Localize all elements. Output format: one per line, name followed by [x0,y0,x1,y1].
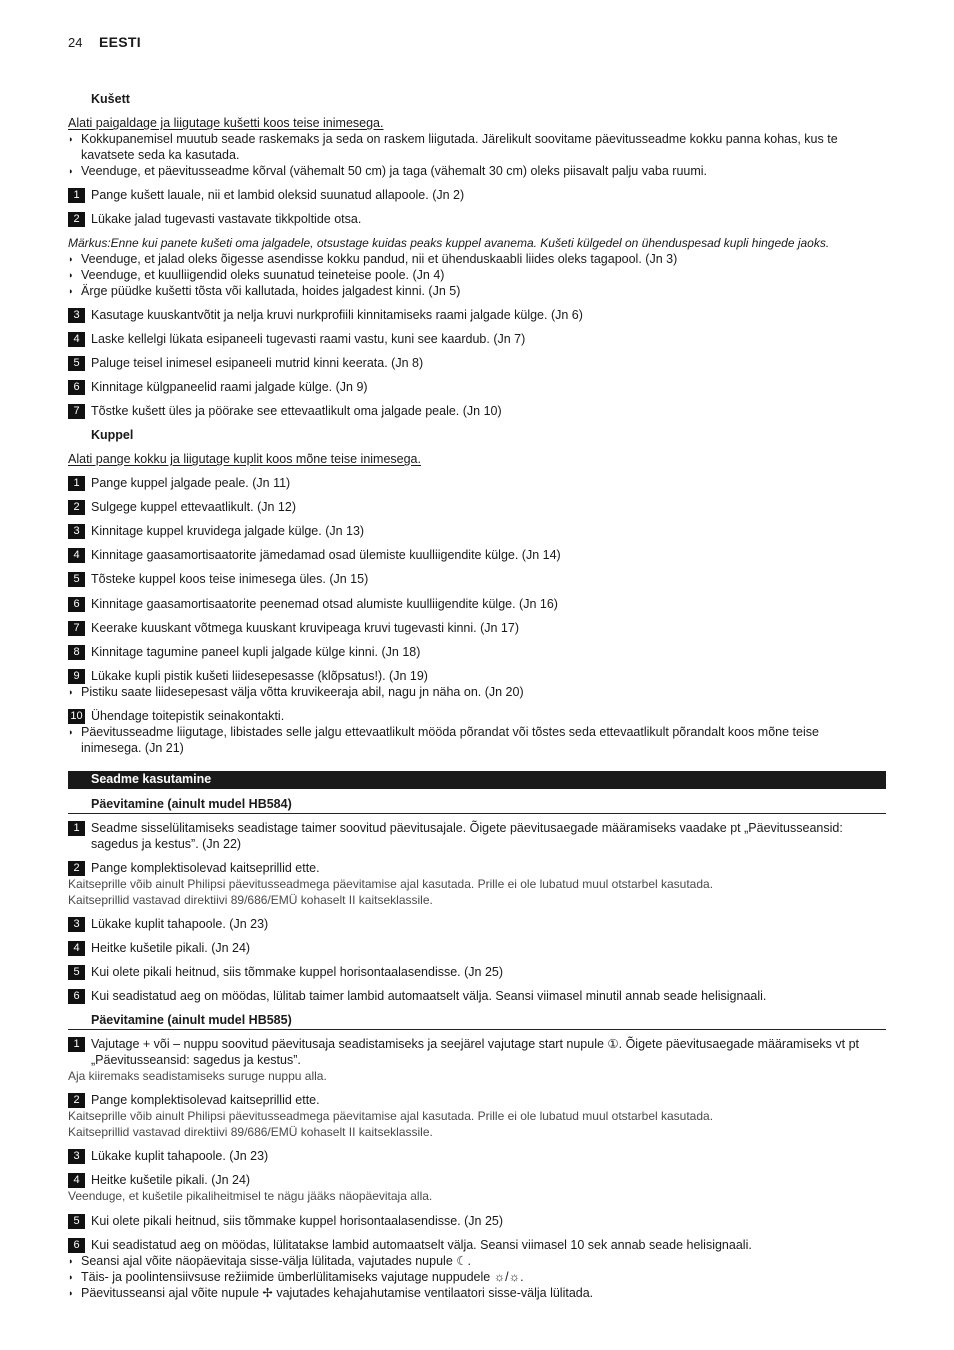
step [68,476,290,491]
note: Kaitseprillid vastavad direktiivi 89/686/EMÜ kohaselt II kaitseklassile. [68,1125,433,1139]
step-text: Lükake kuplit tahapoole. (Jn 23) [91,1149,269,1163]
list-item: ◗ Veenduge, et kuulliigendid oleks suunatud teineteise poole. (Jn 4) [68,268,884,283]
step-number: 7 [68,404,85,419]
step-number: 3 [68,1149,85,1164]
step [68,548,561,563]
list-item: ◗ Päevitusseansi ajal võite nupule ✢ vajutades kehajahutamise ventilaatori sisse-välja lülitada. [68,1286,884,1301]
list-item: ◗ Päevitusseadme liigutage, libistades selle jalgu ettevaatlikult mööda põrandat või tõstes seda ettevaatlikult põrandalt koos mõne teise [68,725,884,740]
step-number: 2 [68,212,85,227]
step [68,332,525,347]
section-bar [68,771,886,789]
step [68,1173,250,1188]
step [68,965,503,980]
step-number: 9 [68,669,85,684]
step-text-continued: sagedus ja kestus”. (Jn 22) [91,837,242,851]
step [68,621,519,636]
list-item-continued: kavatsete seda ka kasutada. [81,148,240,162]
note: Kaitseprille võib ainult Philipsi päevitusseadmega päevitamise ajal kasutada. Prille ei ole lubatud muul otstarbel kasutada. [68,877,714,891]
step [68,1238,752,1253]
step-text-continued: „Päevitusseansid: sagedus ja kestus”. [91,1053,301,1067]
step-number: 5 [68,572,85,587]
step-number: 4 [68,1173,85,1188]
step [68,1149,268,1164]
list-item: ◗ Täis- ja poolintensiivsuse režiimide ümberlülitamiseks vajutage nuppudele ☼/☼. [68,1270,884,1285]
list-item: ◗ Veenduge, et päevitusseadme kõrval (vähemalt 50 cm) ja taga (vähemalt 30 cm) oleks piisavalt palju vaba ruumi. [68,164,884,179]
step [68,709,284,724]
step-text: Heitke kušetile pikali. (Jn 24) [91,941,251,955]
list-item: ◗ Kokkupanemisel muutub seade raskemaks ja seda on raskem liigutada. Järelikult soovitame päevitusseadme kokku panna kohas, kus te [68,132,884,147]
step [68,669,428,684]
step-text: Heitke kušetile pikali. (Jn 24) [91,1173,251,1187]
step-text: Kui olete pikali heitnud, siis tõmmake kuppel horisontaalasendisse. (Jn 25) [91,965,504,979]
kuppel-warning: Alati pange kokku ja liigutage kuplit koos mõne teise inimesega. [68,452,421,466]
step [68,1093,320,1108]
step-number: 2 [68,861,85,876]
step-text: Sulgege kuppel ettevaatlikult. (Jn 12) [91,500,296,514]
step [68,308,583,323]
note: Aja kiiremaks seadistamiseks suruge nuppu alla. [68,1069,327,1083]
step-text: Kui seadistatud aeg on möödas, lülitatakse lambid automaatselt välja. Seansi viimasel 10 sek annab seade helisignaali. [91,1238,752,1252]
step-text: Kinnitage tagumine paneel kupli jalgade külge kinni. (Jn 18) [91,645,421,659]
note: Märkus:Enne kui panete kušeti oma jalgadele, otsustage kuidas peaks kuppel avanema. Kušeti külgedel on ühenduspesad kupli hingede jaoks. [68,236,830,250]
step-text: Kasutage kuuskantvõtit ja nelja kruvi nurkprofiili kinnitamiseks raami jalgade külge. (Jn 6) [91,308,583,322]
list-item-continued: inimesega. (Jn 21) [81,741,184,755]
step-number: 4 [68,548,85,563]
step-text: Seadme sisselülitamiseks seadistage taimer soovitud päevitusajale. Õigete päevitusaegade määramiseks vaadake pt „Päevitusseansid: [91,821,843,835]
step-number: 4 [68,332,85,347]
step-number: 1 [68,1037,85,1052]
step [68,861,320,876]
step-number: 8 [68,645,85,660]
step-text: Kinnitage kuppel kruvidega jalgade külge. (Jn 13) [91,524,365,538]
section-title: Seadme kasutamine [91,772,212,786]
subheading-hb584: Päevitamine (ainult mudel HB584) [91,797,292,811]
step [68,989,766,1004]
step-text: Kinnitage gaasamortisaatorite peenemad otsad alumiste kuulliigendite külge. (Jn 16) [91,597,558,611]
step-number: 1 [68,188,85,203]
step [68,645,420,660]
subheading-kusett: Kušett [91,92,130,106]
step-number: 1 [68,476,85,491]
step [68,821,843,836]
step-number: 2 [68,500,85,515]
step [68,404,502,419]
step [68,597,558,612]
step-number: 10 [68,709,85,724]
step-number: 6 [68,989,85,1004]
step-number: 1 [68,821,85,836]
step-number: 2 [68,1093,85,1108]
step-number: 3 [68,308,85,323]
list-item: ◗ Pistiku saate liidesepesast välja võtta kruvikeeraja abil, nagu jn näha on. (Jn 20) [68,685,884,700]
divider [68,1029,886,1030]
step [68,917,268,932]
kusett-warning: Alati paigaldage ja liigutage kušetti koos teise inimesega. [68,116,384,130]
step-text: Lükake kupli pistik kušeti liidesepesasse (klõpsatus!). (Jn 19) [91,669,428,683]
step-number: 6 [68,1238,85,1253]
step-number: 3 [68,524,85,539]
step-text: Pange komplektisolevad kaitseprillid ette. [91,861,320,875]
step-text: Kinnitage külgpaneelid raami jalgade külge. (Jn 9) [91,380,368,394]
step-text: Paluge teisel inimesel esipaneeli mutrid kinni keerata. (Jn 8) [91,356,424,370]
step-number: 5 [68,1214,85,1229]
step-text: Pange kuppel jalgade peale. (Jn 11) [91,476,291,490]
step-text: Pange komplektisolevad kaitseprillid ette. [91,1093,320,1107]
step-number: 5 [68,965,85,980]
note: Veenduge, et kušetile pikaliheitmisel te nägu jääks näopäevitaja alla. [68,1189,433,1203]
step-number: 4 [68,941,85,956]
step [68,524,364,539]
list-item: ◗ Ärge püüdke kušetti tõsta või kallutada, hoides jalgadest kinni. (Jn 5) [68,284,884,299]
step [68,212,361,227]
step [68,1037,859,1052]
step [68,1214,503,1229]
step-text: Tõsteke kuppel koos teise inimesega üles. (Jn 15) [91,572,369,586]
step [68,500,296,515]
step-number: 5 [68,356,85,371]
step-text: Kui olete pikali heitnud, siis tõmmake kuppel horisontaalasendisse. (Jn 25) [91,1214,504,1228]
note: Kaitseprille võib ainult Philipsi päevitusseadmega päevitamise ajal kasutada. Prille ei ole lubatud muul otstarbel kasutada. [68,1109,714,1123]
step-text: Kinnitage gaasamortisaatorite jämedamad osad ülemiste kuulliigendite külge. (Jn 14) [91,548,561,562]
step-text: Pange kušett lauale, nii et lambid oleksid suunatud allapoole. (Jn 2) [91,188,465,202]
language-heading: EESTI [99,34,141,50]
step-number: 3 [68,917,85,932]
subheading-kuppel: Kuppel [91,428,134,442]
step-text: Lükake kuplit tahapoole. (Jn 23) [91,917,269,931]
step-text: Ühendage toitepistik seinakontakti. [91,709,285,723]
page-number: 24 [68,35,83,50]
step-text: Lükake jalad tugevasti vastavate tikkpoltide otsa. [91,212,362,226]
step-number: 6 [68,597,85,612]
list-item: ◗ Seansi ajal võite näopäevitaja sisse-välja lülitada, vajutades nupule ☾. [68,1254,884,1269]
step-text: Tõstke kušett üles ja pöörake see ettevaatlikult oma jalgade peale. (Jn 10) [91,404,502,418]
step-text: Keerake kuuskant võtmega kuuskant kruvipeaga kruvi tugevasti kinni. (Jn 17) [91,621,520,635]
step-text: Vajutage + või – nuppu soovitud päevitusaja seadistamiseks ja seejärel vajutage start nupule ①. Õigete päevitusaegade määramiseks vt pt [91,1037,860,1051]
step [68,356,423,371]
step [68,572,368,587]
step-number: 6 [68,380,85,395]
step [68,188,464,203]
step-number: 7 [68,621,85,636]
divider [68,813,886,814]
step [68,941,250,956]
list-item: ◗ Veenduge, et jalad oleks õigesse asendisse kokku pandud, nii et ühenduskaabli liides oleks tagapool. (Jn 3) [68,252,884,267]
step-text: Laske kellelgi lükata esipaneeli tugevasti raami vastu, kuni see kaardub. (Jn 7) [91,332,526,346]
step [68,380,368,395]
subheading-hb585: Päevitamine (ainult mudel HB585) [91,1013,292,1027]
step-text: Kui seadistatud aeg on möödas, lülitab taimer lambid automaatselt välja. Seansi viimasel minutil annab seade helisignaali. [91,989,767,1003]
note: Kaitseprillid vastavad direktiivi 89/686/EMÜ kohaselt II kaitseklassile. [68,893,433,907]
